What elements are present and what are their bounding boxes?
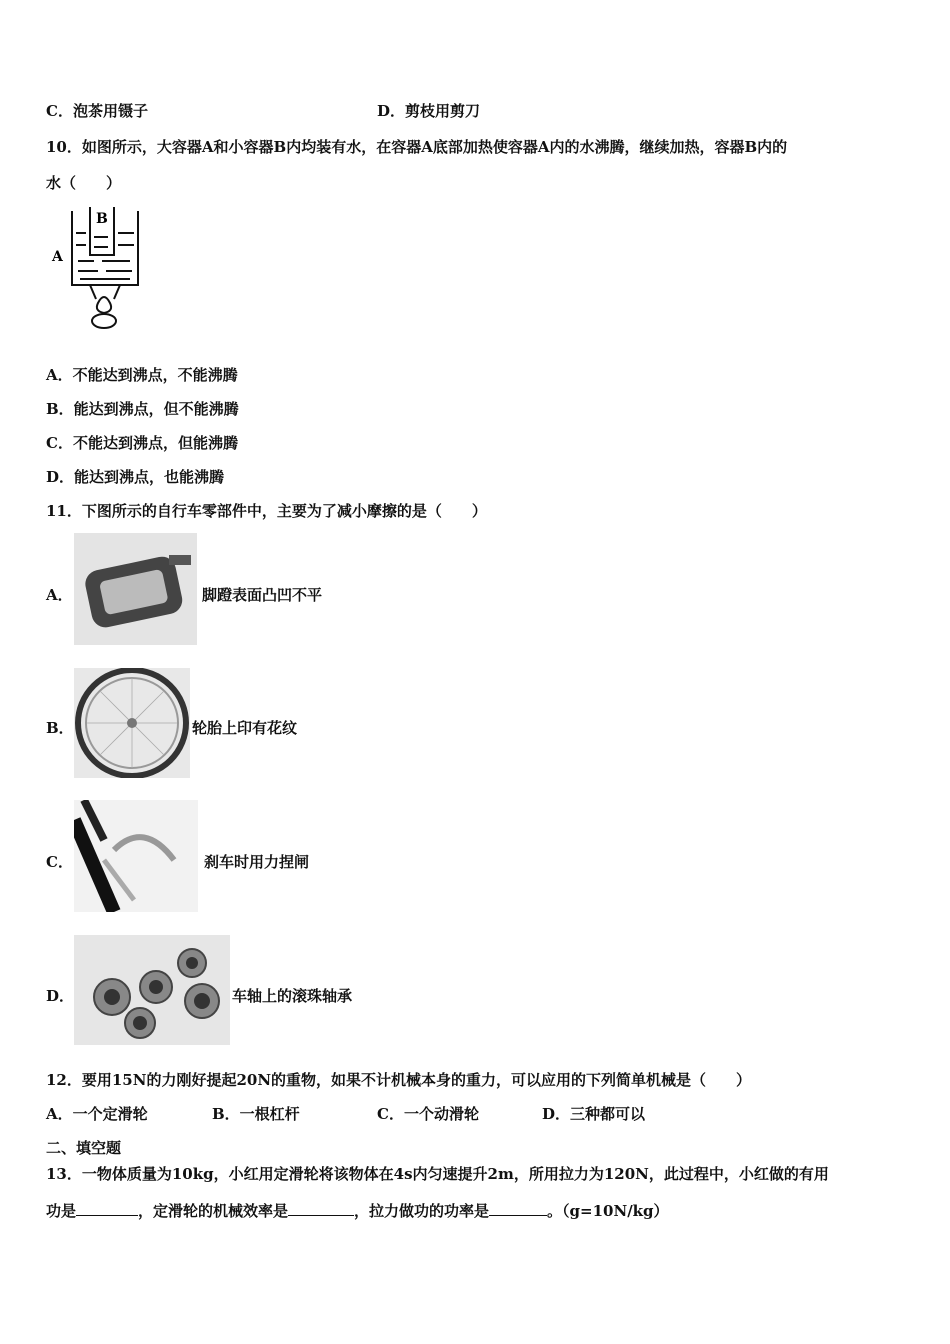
section-heading: 二、填空题: [46, 1139, 122, 1157]
q13-stem-line2: [46, 1201, 669, 1221]
q13-part2: ，定滑轮的机械效率是: [138, 1202, 289, 1220]
q10-option-a: A．不能达到沸点，不能沸腾: [46, 366, 238, 384]
q11-option-c-letter: C．: [46, 853, 73, 871]
q11-stem: 11．下图所示的自行车零部件中，主要为了减小摩擦的是（ ）: [46, 502, 487, 520]
answer-blank-1[interactable]: [76, 1201, 138, 1216]
q10-option-b: B．能达到沸点，但不能沸腾: [46, 400, 239, 418]
q11-option-d-letter: D．: [46, 987, 75, 1005]
q11-option-d-text: 车轴上的滚珠轴承: [232, 987, 353, 1005]
q11-option-a-letter: A．: [46, 586, 73, 604]
tire-image: [74, 668, 190, 778]
q13-part1: 功是: [46, 1202, 77, 1220]
q10-option-d: D．能达到沸点，也能沸腾: [46, 468, 225, 486]
q13-part4: 。（g=10N/kg）: [547, 1202, 669, 1220]
bearings-image: [74, 935, 230, 1045]
answer-blank-2[interactable]: [288, 1201, 354, 1216]
q12-option-c: C．一个动滑轮: [377, 1105, 479, 1123]
q12-stem: 12．要用15N的力刚好提起20N的重物，如果不计机械本身的重力，可以应用的下列简单机械是（ ）: [46, 1071, 752, 1089]
q12-option-b: B．一根杠杆: [212, 1105, 300, 1123]
answer-blank-3[interactable]: [489, 1201, 547, 1216]
boiling-container-figure: [50, 203, 140, 333]
q10-option-c: C．不能达到沸点，但能沸腾: [46, 434, 238, 452]
q12-option-d: D．三种都可以: [542, 1105, 646, 1123]
q11-option-b-text: 轮胎上印有花纹: [192, 719, 298, 737]
q10-stem-line2: 水（ ）: [46, 174, 122, 192]
q10-stem-line1: 10．如图所示，大容器A和小容器B内均装有水，在容器A底部加热使容器A内的水沸腾，继续加热，容器B内的: [46, 138, 788, 156]
q11-option-b-letter: B．: [46, 719, 74, 737]
pedal-image: [74, 533, 197, 645]
q13-stem-line1: 13．一物体质量为10kg，小红用定滑轮将该物体在4s内匀速提升2m，所用拉力为120N，此过程中，小红做的有用: [46, 1165, 829, 1183]
brake-image: [74, 800, 198, 912]
q9-option-c: C．泡茶用镊子: [46, 102, 148, 120]
q11-option-a-text: 脚蹬表面凸凹不平: [202, 586, 323, 604]
q12-option-a: A．一个定滑轮: [46, 1105, 148, 1123]
q13-part3: ，拉力做功的功率是: [354, 1202, 490, 1220]
q11-option-c-text: 刹车时用力捏闸: [204, 853, 310, 871]
figure-label-a: A: [52, 249, 63, 265]
q9-option-d: D．剪枝用剪刀: [377, 102, 481, 120]
figure-label-b: B: [96, 211, 108, 227]
